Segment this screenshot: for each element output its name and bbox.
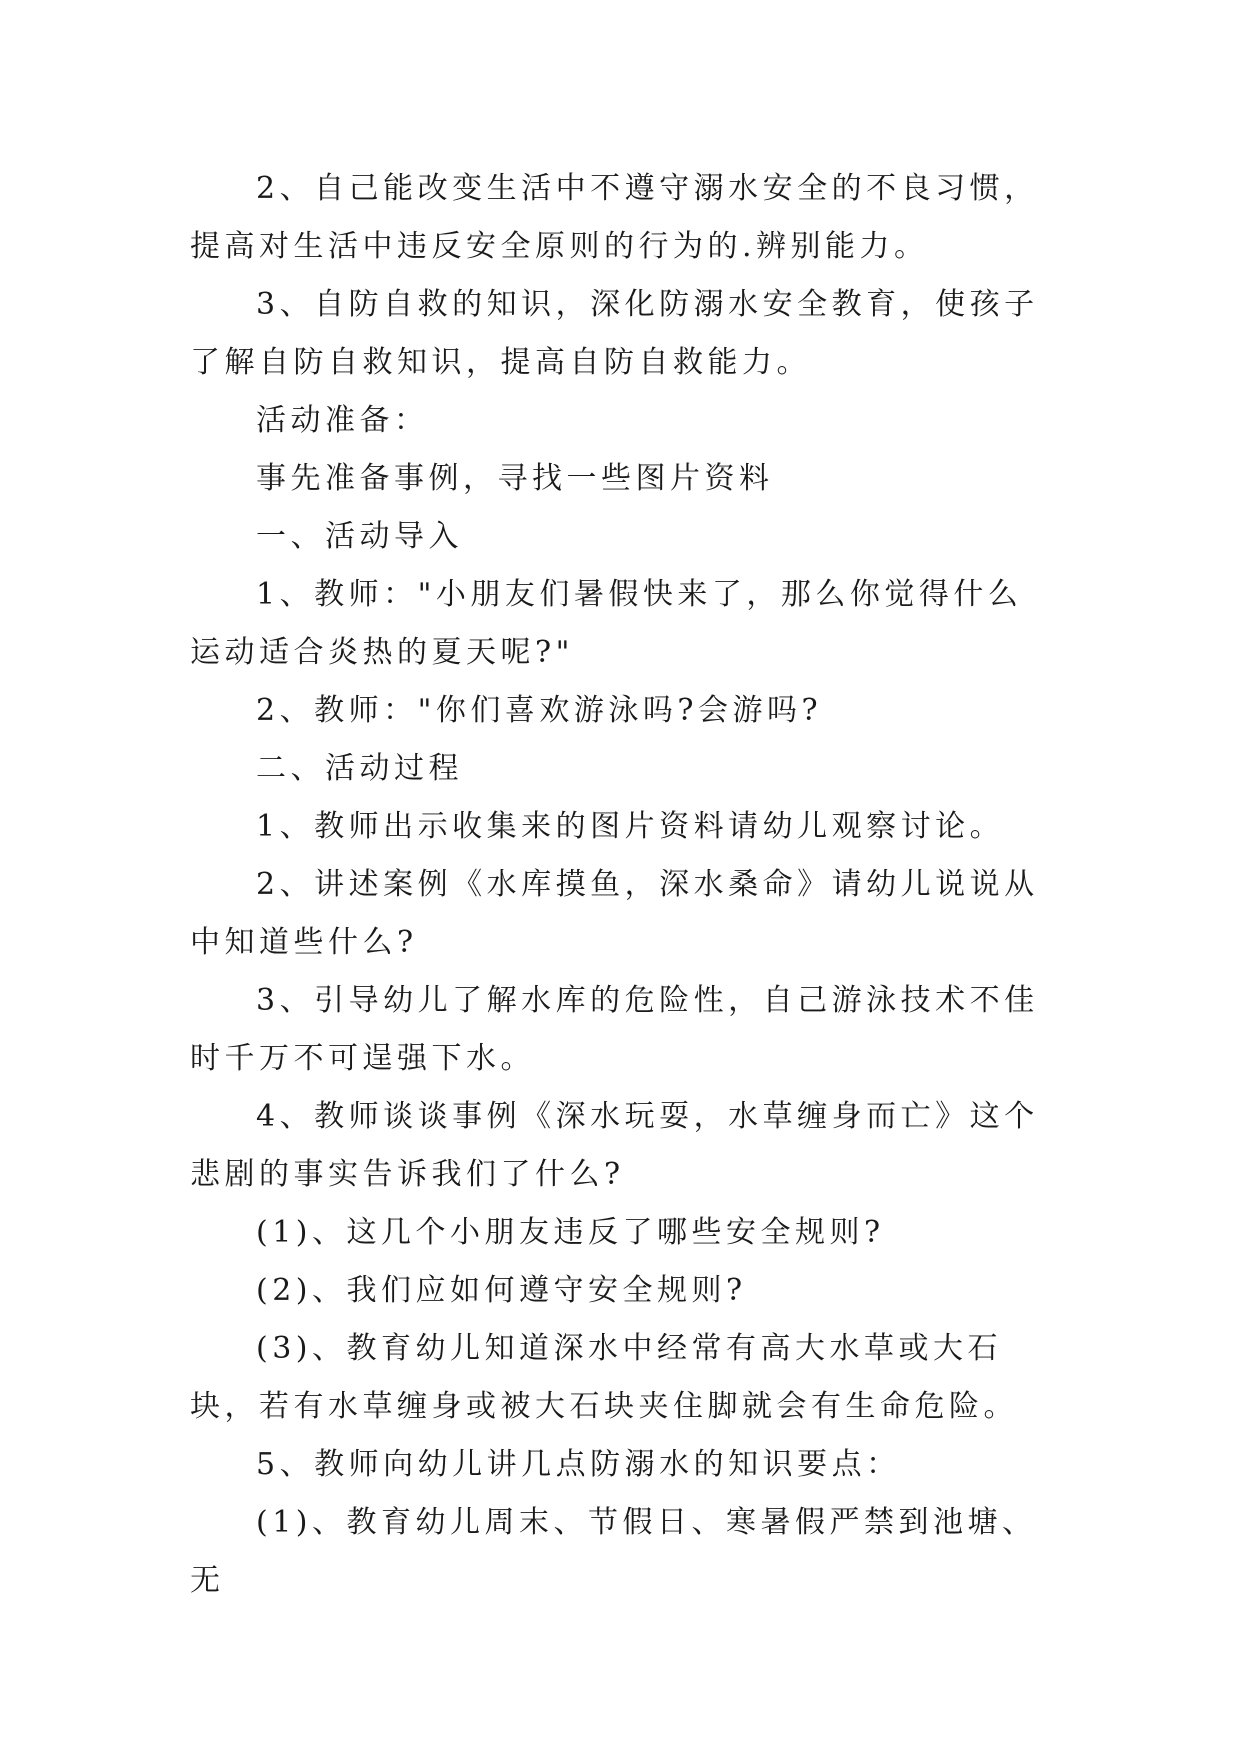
paragraph: 活动准备： <box>256 403 429 438</box>
paragraph: 事先准备事例，寻找一些图片资料 <box>256 461 774 496</box>
paragraph: (2)、我们应如何遵守安全规则? <box>256 1273 747 1308</box>
paragraph: 2、自己能改变生活中不遵守溺水安全的不良习惯，提高对生活中违反安全原则的行为的.辨别能力。 <box>190 171 1039 264</box>
paragraph: 1、教师："小朋友们暑假快来了，那么你觉得什么运动适合炎热的夏天呢?" <box>190 577 1023 670</box>
paragraph: 1、教师出示收集来的图片资料请幼儿观察讨论。 <box>256 809 1005 844</box>
paragraph: (3)、教育幼儿知道深水中经常有高大水草或大石块，若有水草缠身或被大石块夹住脚就会有生命危险。 <box>190 1331 1018 1424</box>
paragraph: (1)、这几个小朋友违反了哪些安全规则? <box>256 1215 885 1250</box>
section-heading: 二、活动过程 <box>256 751 463 786</box>
paragraph: (1)、教育幼儿周末、节假日、寒暑假严禁到池塘、无 <box>190 1505 1037 1598</box>
document-body <box>190 160 1050 1610</box>
paragraph: 3、引导幼儿了解水库的危险性，自己游泳技术不佳时千万不可逞强下水。 <box>190 983 1039 1076</box>
paragraph: 3、自防自救的知识，深化防溺水安全教育，使孩子了解自防自救知识，提高自防自救能力。 <box>190 287 1039 380</box>
paragraph: 2、讲述案例《水库摸鱼，深水桑命》请幼儿说说从中知道些什么? <box>190 867 1039 960</box>
section-heading: 一、活动导入 <box>256 519 463 554</box>
paragraph: 4、教师谈谈事例《深水玩耍，水草缠身而亡》这个悲剧的事实告诉我们了什么? <box>190 1099 1039 1192</box>
paragraph: 2、教师："你们喜欢游泳吗?会游吗? <box>256 693 823 728</box>
paragraph: 5、教师向幼儿讲几点防溺水的知识要点： <box>256 1447 901 1482</box>
